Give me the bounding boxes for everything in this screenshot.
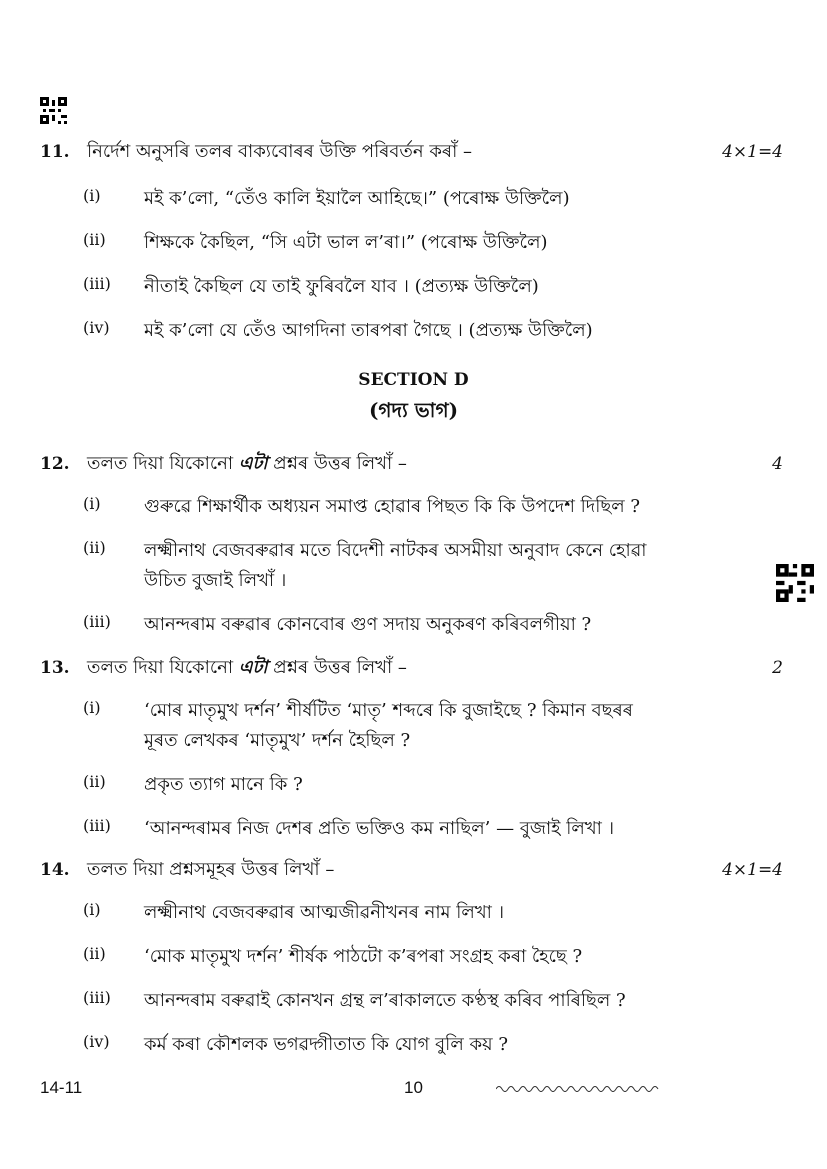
sub-question-number: (iii) bbox=[83, 988, 111, 1007]
sub-question-text: আনন্দৰাম বৰুৱাৰ কোনবোৰ গুণ সদায় অনুকৰণ কৰিবলগীয়া ? bbox=[144, 614, 592, 635]
sub-question-text: ‘মোৰ মাতৃমুখ দৰ্শন’ শীৰ্ষটিত ‘মাতৃ’ শব্দৰে কি বুজাইছে ? কিমান বছৰৰ bbox=[144, 700, 633, 721]
qr-code-top bbox=[40, 97, 67, 124]
page-number: 10 bbox=[404, 1078, 423, 1097]
sub-question bbox=[40, 898, 785, 928]
question-marks: 4×1=4 bbox=[722, 142, 783, 162]
sub-question bbox=[40, 942, 785, 972]
sub-question-number: (iv) bbox=[83, 318, 110, 337]
question-marks: 2 bbox=[772, 658, 783, 678]
sub-question-text: ‘মোক মাতৃমুখ দৰ্শন’ শীৰ্ষক পাঠটো ক’ৰপৰা সংগ্ৰহ কৰা হৈছে ? bbox=[144, 946, 583, 967]
sub-question bbox=[40, 272, 785, 302]
sub-question bbox=[40, 1030, 785, 1060]
sub-question-text: মই ক’লো যে তেঁও আগদিনা তাৰপৰা গৈছে । (প্ৰত্যক্ষ উক্তিলৈ) bbox=[144, 320, 593, 341]
question-text: তলত দিয়া প্ৰশ্নসমূহৰ উত্তৰ লিখাঁ – bbox=[87, 859, 335, 880]
sub-question-text: মূৰত লেখকৰ ‘মাতৃমুখ’ দৰ্শন হৈছিল ? bbox=[144, 730, 411, 751]
sub-question-number: (ii) bbox=[83, 772, 106, 791]
question-text: তলত দিয়া যিকোনো এটা প্ৰশ্নৰ উত্তৰ লিখাঁ – bbox=[87, 453, 407, 474]
sub-question-number: (iii) bbox=[83, 816, 111, 835]
sub-question-text: শিক্ষকে কৈছিল, “সি এটা ভাল ল’ৰা।” (পৰোক্ষ উক্তিলৈ) bbox=[144, 232, 548, 253]
sub-question-text: কৰ্ম কৰা কৌশলক ভগৱদ্গীতাত কি যোগ বুলি কয় ? bbox=[144, 1034, 509, 1055]
sub-question-number: (i) bbox=[83, 900, 101, 919]
section-title: SECTION D bbox=[358, 370, 469, 390]
section-subtitle: (গদ্য ভাগ) bbox=[368, 398, 459, 422]
sub-question-text: উচিত বুজাই লিখাঁ । bbox=[144, 570, 287, 591]
sub-question-number: (iii) bbox=[83, 612, 111, 631]
sub-question bbox=[40, 492, 785, 522]
sub-question-text: গুৰুৱে শিক্ষাৰ্থীক অধ্যয়ন সমাপ্ত হোৱাৰ পিছত কি কি উপদেশ দিছিল ? bbox=[144, 496, 641, 517]
sub-question-number: (i) bbox=[83, 186, 101, 205]
question-marks: 4 bbox=[772, 454, 783, 474]
sub-question-text: মই ক’লো, “তেঁও কালি ইয়ালৈ আহিছে।” (পৰোক্ষ উক্তিলৈ) bbox=[144, 188, 570, 209]
question-number: 14. bbox=[40, 860, 70, 880]
question-11 bbox=[40, 140, 785, 346]
question-14 bbox=[40, 858, 785, 1060]
question-marks: 4×1=4 bbox=[722, 860, 783, 880]
emphasis-text: এটা bbox=[238, 657, 268, 678]
sub-question bbox=[40, 770, 785, 800]
question-text: নির্দেশ অনুসৰি তলৰ বাক্যবোৰৰ উক্তি পৰিবৰ্তন কৰাঁ – bbox=[87, 141, 473, 162]
sub-question-text: আনন্দৰাম বৰুৱাই কোনখন গ্ৰন্থ ল’ৰাকালতে কণ্ঠস্থ কৰিব পাৰিছিল ? bbox=[144, 990, 626, 1011]
sub-question-number: (ii) bbox=[83, 230, 106, 249]
question-13 bbox=[40, 656, 785, 844]
sub-question-number: (i) bbox=[83, 494, 101, 513]
paper-code: 14-11 bbox=[40, 1078, 83, 1097]
sub-question-text: লক্ষ্মীনাথ বেজবৰুৱাৰ মতে বিদেশী নাটকৰ অসমীয়া অনুবাদ কেনে হোৱা bbox=[144, 540, 647, 561]
sub-question-text: ‘আনন্দৰামৰ নিজ দেশৰ প্ৰতি ভক্তিও কম নাছিল’ — বুজাই লিখা । bbox=[144, 818, 615, 839]
sub-question bbox=[40, 536, 785, 596]
sub-question bbox=[40, 986, 785, 1016]
sub-question-number: (iii) bbox=[83, 274, 111, 293]
sub-question-number: (ii) bbox=[83, 944, 106, 963]
sub-question-text: লক্ষ্মীনাথ বেজবৰুৱাৰ আত্মজীৱনীখনৰ নাম লিখা । bbox=[144, 902, 505, 923]
sub-question-number: (i) bbox=[83, 698, 101, 717]
sub-question bbox=[40, 184, 785, 214]
question-text: তলত দিয়া যিকোনো এটা প্ৰশ্নৰ উত্তৰ লিখাঁ – bbox=[87, 657, 407, 678]
question-number: 11. bbox=[40, 142, 70, 162]
sub-question bbox=[40, 696, 785, 756]
sub-question-text: প্ৰকৃত ত্যাগ মানে কি ? bbox=[144, 774, 303, 795]
sub-question bbox=[40, 228, 785, 258]
question-number: 12. bbox=[40, 454, 70, 474]
emphasis-text: এটা bbox=[238, 453, 268, 474]
sub-question-number: (iv) bbox=[83, 1032, 110, 1051]
sub-question bbox=[40, 610, 785, 640]
section-header bbox=[0, 370, 827, 429]
sub-question bbox=[40, 316, 785, 346]
wavy-line bbox=[496, 1080, 662, 1099]
sub-question-number: (ii) bbox=[83, 538, 106, 557]
question-12 bbox=[40, 452, 785, 640]
question-number: 13. bbox=[40, 658, 70, 678]
sub-question-text: নীতাই কৈছিল যে তাই ফুৰিবলৈ যাব । (প্ৰত্যক্ষ উক্তিলৈ) bbox=[144, 276, 539, 297]
sub-question bbox=[40, 814, 785, 844]
